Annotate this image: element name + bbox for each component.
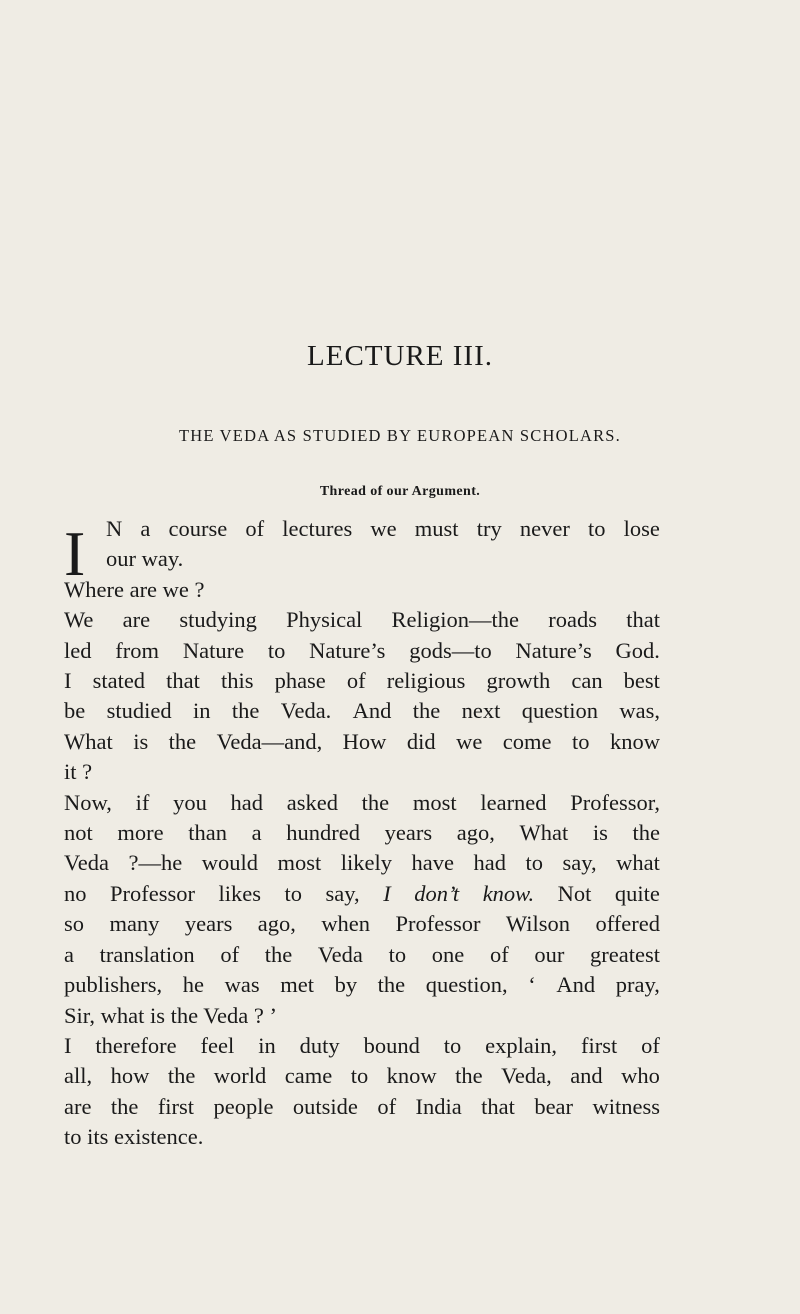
text-line: so many years ago, when Professor Wilson offered	[64, 911, 660, 937]
text-line: a translation of the Veda to one of our greatest	[64, 941, 660, 967]
text-line: Veda ?—he would most likely have had to say, what	[64, 850, 660, 876]
text-line: are the first people outside of India that bear witness	[64, 1093, 660, 1119]
text-line: be studied in the Veda. And the next question was,	[64, 698, 660, 724]
text-line: Where are we ?	[64, 576, 205, 602]
text-line: led from Nature to Nature’s gods—to Nature’s God.	[64, 637, 660, 663]
lecture-title: LECTURE III.	[307, 340, 493, 372]
text-line: no Professor likes to say, I don’t know. Not quite	[64, 880, 660, 906]
text-line: N a course of lectures we must try never to lose	[106, 516, 660, 541]
text-line: all, how the world came to know the Veda, and who	[64, 1063, 660, 1089]
text-line: to its existence.	[64, 1124, 204, 1150]
text-line: I stated that this phase of religious growth can best	[64, 668, 660, 694]
text-line: I therefore feel in duty bound to explain, first of	[64, 1032, 660, 1058]
text-line: We are studying Physical Religion—the roads that	[64, 607, 660, 633]
text-line: not more than a hundred years ago, What is the	[64, 820, 660, 846]
text-line: What is the Veda—and, How did we come to know	[64, 728, 660, 754]
text-line: publishers, he was met by the question, ‘ And pray,	[64, 972, 660, 998]
thread-of-argument-label: Thread of our Argument.	[319, 484, 481, 499]
body-text	[64, 514, 660, 1153]
text-line: it ?	[64, 759, 93, 785]
text-line: Now, if you had asked the most learned Professor,	[64, 789, 660, 815]
text-line: our way.	[106, 546, 184, 572]
lecture-subtitle: THE VEDA AS STUDIED BY EUROPEAN SCHOLARS.	[178, 426, 622, 445]
drop-cap: I	[64, 518, 86, 589]
text-line: Sir, what is the Veda ? ’	[64, 1002, 278, 1028]
